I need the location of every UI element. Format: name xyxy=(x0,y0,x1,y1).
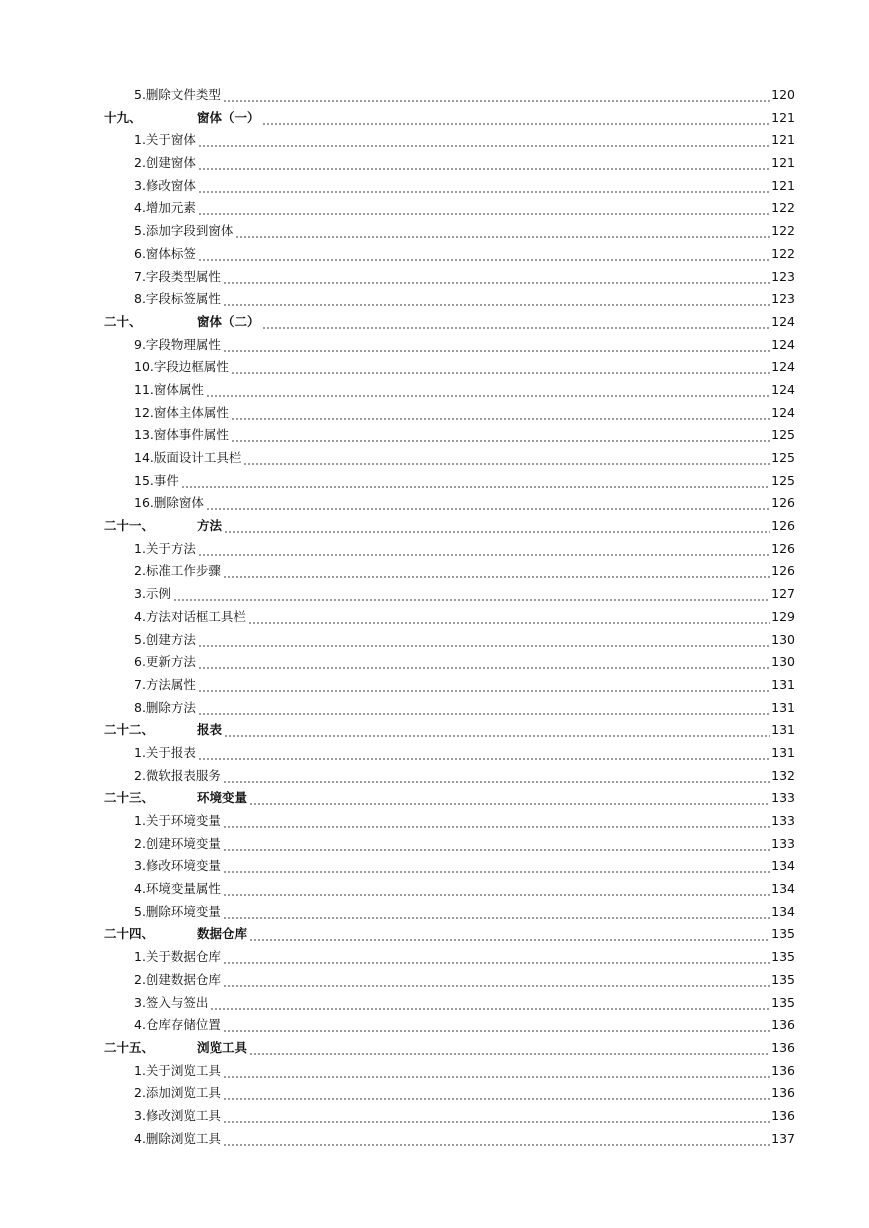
toc-page-number: 125 xyxy=(771,427,795,443)
toc-chapter-number: 二十二、 xyxy=(104,722,155,738)
toc-entry-title xyxy=(0,923,248,946)
dot-leader xyxy=(224,719,770,742)
toc-chapter-entry[interactable] xyxy=(0,107,869,130)
toc-page-number: 133 xyxy=(771,813,795,828)
toc-section-entry[interactable] xyxy=(0,492,869,515)
toc-page-number: 122 xyxy=(771,223,795,239)
dot-leader xyxy=(249,923,770,946)
dot-leader xyxy=(198,152,770,175)
dot-leader xyxy=(249,787,770,810)
toc-page-number: 124 xyxy=(771,313,795,329)
toc-page-number: 133 xyxy=(771,790,795,806)
toc-section-entry[interactable] xyxy=(0,84,869,107)
dot-leader xyxy=(198,243,770,266)
toc-section-entry[interactable] xyxy=(0,742,869,765)
toc-entry-title: 6.窗体标签 xyxy=(0,243,197,266)
toc-entry-title: 5.删除环境变量 xyxy=(0,901,222,924)
dot-leader xyxy=(243,447,770,470)
toc-page-number: 125 xyxy=(771,450,795,465)
toc-chapter-title: 报表 xyxy=(197,722,223,738)
dot-leader xyxy=(223,878,770,901)
toc-section-entry[interactable] xyxy=(0,833,869,856)
toc-page-number: 126 xyxy=(771,495,795,511)
toc-entry-title: 2.创建数据仓库 xyxy=(0,969,222,992)
toc-page-number: 121 xyxy=(771,132,795,148)
toc-section-entry[interactable] xyxy=(0,129,869,152)
dot-leader xyxy=(248,606,770,629)
toc-entry-title xyxy=(0,719,223,742)
toc-page-number: 130 xyxy=(771,654,795,670)
toc-section-entry[interactable] xyxy=(0,560,869,583)
toc-chapter-entry[interactable] xyxy=(0,1037,869,1060)
dot-leader xyxy=(223,1014,770,1037)
toc-entry-title: 7.方法属性 xyxy=(0,674,197,697)
toc-entry-title: 5.创建方法 xyxy=(0,629,197,652)
toc-section-entry[interactable] xyxy=(0,765,869,788)
toc-section-entry[interactable] xyxy=(0,197,869,220)
toc-page-number: 124 xyxy=(771,359,795,375)
toc-entry-title: 16.删除窗体 xyxy=(0,492,205,515)
dot-leader xyxy=(198,674,770,697)
toc-section-entry[interactable] xyxy=(0,606,869,629)
dot-leader xyxy=(235,220,770,243)
toc-chapter-title: 窗体（二） xyxy=(197,313,260,329)
dot-leader xyxy=(198,538,770,561)
toc-page-number: 137 xyxy=(771,1130,795,1146)
dot-leader xyxy=(223,901,770,924)
toc-entry-title xyxy=(0,515,223,538)
toc-entry-title: 3.示例 xyxy=(0,583,172,606)
toc-entry-title: 4.环境变量属性 xyxy=(0,878,222,901)
dot-leader xyxy=(223,84,770,107)
toc-entry-title: 4.仓库存储位置 xyxy=(0,1014,222,1037)
dot-leader xyxy=(206,379,770,402)
toc-entry-title: 8.字段标签属性 xyxy=(0,288,222,311)
toc-entry-title: 3.修改浏览工具 xyxy=(0,1105,222,1128)
toc-entry-title: 5.删除文件类型 xyxy=(0,84,222,107)
toc-page-number: 127 xyxy=(771,586,795,602)
toc-section-entry[interactable] xyxy=(0,583,869,606)
toc-page-number: 126 xyxy=(771,518,795,534)
toc-entry-title xyxy=(0,107,261,130)
toc-page-number: 134 xyxy=(771,881,795,897)
toc-page-number: 136 xyxy=(771,1085,795,1101)
toc-entry-title: 11.窗体属性 xyxy=(0,379,205,402)
toc-entry-title: 1.关于浏览工具 xyxy=(0,1060,222,1083)
toc-entry-title: 1.关于环境变量 xyxy=(0,810,222,833)
toc-section-entry[interactable] xyxy=(0,855,869,878)
toc-page-number: 131 xyxy=(771,744,795,760)
dot-leader xyxy=(224,515,770,538)
toc-page-number: 131 xyxy=(771,722,795,738)
dot-leader xyxy=(198,629,770,652)
toc-page-number: 136 xyxy=(771,1017,795,1033)
dot-leader xyxy=(262,107,770,130)
dot-leader xyxy=(181,470,770,493)
toc-entry-title: 2.添加浏览工具 xyxy=(0,1082,222,1105)
toc-page-number: 124 xyxy=(771,381,795,397)
toc-section-entry[interactable] xyxy=(0,1105,869,1128)
toc-section-entry[interactable] xyxy=(0,1128,869,1151)
table-of-contents xyxy=(0,84,869,1150)
toc-page-number: 126 xyxy=(771,540,795,556)
toc-section-entry[interactable] xyxy=(0,175,869,198)
toc-entry-title: 1.关于数据仓库 xyxy=(0,946,222,969)
dot-leader xyxy=(223,266,770,289)
toc-page-number: 135 xyxy=(771,971,795,987)
dot-leader xyxy=(198,651,770,674)
toc-entry-title: 2.标准工作步骤 xyxy=(0,560,222,583)
toc-entry-title: 1.关于报表 xyxy=(0,742,197,765)
toc-chapter-entry[interactable] xyxy=(0,787,869,810)
toc-section-entry[interactable] xyxy=(0,674,869,697)
dot-leader xyxy=(223,1060,770,1083)
toc-section-entry[interactable] xyxy=(0,288,869,311)
dot-leader xyxy=(206,492,770,515)
toc-section-entry[interactable] xyxy=(0,1082,869,1105)
toc-chapter-title: 浏览工具 xyxy=(197,1039,248,1055)
toc-entry-title: 5.添加字段到窗体 xyxy=(0,220,234,243)
toc-section-entry[interactable] xyxy=(0,629,869,652)
toc-section-entry[interactable] xyxy=(0,424,869,447)
toc-page-number: 135 xyxy=(771,994,795,1010)
dot-leader xyxy=(198,197,770,220)
toc-entry-title: 15.事件 xyxy=(0,470,180,493)
toc-chapter-number: 二十三、 xyxy=(104,790,155,806)
dot-leader xyxy=(223,810,770,833)
toc-page-number: 131 xyxy=(771,699,795,715)
toc-page-number: 123 xyxy=(771,291,795,307)
dot-leader xyxy=(223,765,770,788)
toc-page-number: 121 xyxy=(771,155,795,171)
toc-entry-title: 1.关于方法 xyxy=(0,538,197,561)
toc-page-number: 124 xyxy=(771,336,795,352)
toc-page-number: 134 xyxy=(771,858,795,874)
dot-leader xyxy=(173,583,770,606)
dot-leader xyxy=(198,175,770,198)
dot-leader xyxy=(231,424,770,447)
toc-section-entry[interactable] xyxy=(0,878,869,901)
dot-leader xyxy=(223,1082,770,1105)
toc-entry-title xyxy=(0,311,261,334)
toc-page-number: 135 xyxy=(771,926,795,942)
toc-section-entry[interactable] xyxy=(0,356,869,379)
dot-leader xyxy=(223,560,770,583)
toc-chapter-title: 窗体（一） xyxy=(197,109,260,125)
toc-chapter-number: 二十四、 xyxy=(104,926,155,942)
toc-page-number: 131 xyxy=(771,676,795,692)
toc-entry-title xyxy=(0,787,248,810)
toc-chapter-entry[interactable] xyxy=(0,923,869,946)
dot-leader xyxy=(231,402,770,425)
dot-leader xyxy=(223,855,770,878)
toc-page-number: 124 xyxy=(771,404,795,420)
toc-chapter-entry[interactable] xyxy=(0,311,869,334)
toc-section-entry[interactable] xyxy=(0,152,869,175)
toc-entry-title xyxy=(0,1037,248,1060)
toc-page-number: 126 xyxy=(771,563,795,579)
dot-leader xyxy=(198,129,770,152)
toc-section-entry[interactable] xyxy=(0,538,869,561)
dot-leader xyxy=(223,1105,770,1128)
toc-section-entry[interactable] xyxy=(0,992,869,1015)
dot-leader xyxy=(223,833,770,856)
dot-leader xyxy=(198,697,770,720)
toc-page-number: 122 xyxy=(771,245,795,261)
toc-page-number: 129 xyxy=(771,608,795,624)
toc-chapter-entry[interactable] xyxy=(0,515,869,538)
toc-section-entry[interactable] xyxy=(0,697,869,720)
toc-section-entry[interactable] xyxy=(0,470,869,493)
toc-page-number: 134 xyxy=(771,903,795,919)
toc-page-number: 121 xyxy=(771,109,795,125)
toc-entry-title: 3.签入与签出 xyxy=(0,992,209,1015)
dot-leader xyxy=(223,946,770,969)
dot-leader xyxy=(210,992,770,1015)
dot-leader xyxy=(231,356,770,379)
toc-page-number: 133 xyxy=(771,835,795,851)
toc-entry-title: 6.更新方法 xyxy=(0,651,197,674)
toc-chapter-title: 数据仓库 xyxy=(197,926,248,942)
toc-page-number: 136 xyxy=(771,1039,795,1055)
toc-page-number: 121 xyxy=(771,177,795,193)
toc-section-entry[interactable] xyxy=(0,266,869,289)
toc-page-number: 125 xyxy=(771,472,795,488)
toc-entry-title: 3.修改环境变量 xyxy=(0,855,222,878)
toc-chapter-number: 二十、 xyxy=(104,313,142,329)
dot-leader xyxy=(249,1037,770,1060)
toc-entry-title: 2.微软报表服务 xyxy=(0,765,222,788)
dot-leader xyxy=(223,334,770,357)
dot-leader xyxy=(223,1128,770,1151)
toc-entry-title: 9.字段物理属性 xyxy=(0,334,222,357)
toc-entry-title: 2.创建环境变量 xyxy=(0,833,222,856)
toc-section-entry[interactable] xyxy=(0,1014,869,1037)
toc-page-number: 120 xyxy=(771,87,795,102)
toc-entry-title: 8.删除方法 xyxy=(0,697,197,720)
toc-page-number: 122 xyxy=(771,200,795,216)
toc-entry-title: 4.删除浏览工具 xyxy=(0,1128,222,1151)
toc-entry-title: 14.版面设计工具栏 xyxy=(0,447,242,470)
toc-entry-title: 7.字段类型属性 xyxy=(0,266,222,289)
toc-chapter-title: 环境变量 xyxy=(197,790,248,806)
toc-section-entry[interactable] xyxy=(0,969,869,992)
toc-chapter-entry[interactable] xyxy=(0,719,869,742)
dot-leader xyxy=(198,742,770,765)
toc-section-entry[interactable] xyxy=(0,220,869,243)
toc-section-entry[interactable] xyxy=(0,651,869,674)
toc-entry-title: 2.创建窗体 xyxy=(0,152,197,175)
toc-entry-title: 4.方法对话框工具栏 xyxy=(0,606,247,629)
toc-section-entry[interactable] xyxy=(0,402,869,425)
toc-entry-title: 1.关于窗体 xyxy=(0,129,197,152)
toc-section-entry[interactable] xyxy=(0,946,869,969)
toc-page-number: 123 xyxy=(771,268,795,284)
toc-section-entry[interactable] xyxy=(0,334,869,357)
toc-section-entry[interactable] xyxy=(0,243,869,266)
toc-chapter-number: 二十一、 xyxy=(104,518,155,534)
toc-chapter-title: 方法 xyxy=(197,518,223,534)
toc-chapter-number: 十九、 xyxy=(104,109,142,125)
toc-section-entry[interactable] xyxy=(0,447,869,470)
toc-chapter-number: 二十五、 xyxy=(104,1039,155,1055)
toc-page-number: 136 xyxy=(771,1107,795,1123)
toc-page-number: 136 xyxy=(771,1062,795,1078)
toc-section-entry[interactable] xyxy=(0,901,869,924)
toc-page-number: 132 xyxy=(771,767,795,783)
dot-leader xyxy=(223,288,770,311)
toc-section-entry[interactable] xyxy=(0,810,869,833)
toc-section-entry[interactable] xyxy=(0,379,869,402)
toc-entry-title: 3.修改窗体 xyxy=(0,175,197,198)
toc-entry-title: 12.窗体主体属性 xyxy=(0,402,230,425)
toc-page-number: 130 xyxy=(771,631,795,647)
toc-entry-title: 13.窗体事件属性 xyxy=(0,424,230,447)
toc-page-number: 135 xyxy=(771,949,795,965)
toc-entry-title: 4.增加元素 xyxy=(0,197,197,220)
dot-leader xyxy=(262,311,770,334)
toc-entry-title: 10.字段边框属性 xyxy=(0,356,230,379)
dot-leader xyxy=(223,969,770,992)
toc-section-entry[interactable] xyxy=(0,1060,869,1083)
